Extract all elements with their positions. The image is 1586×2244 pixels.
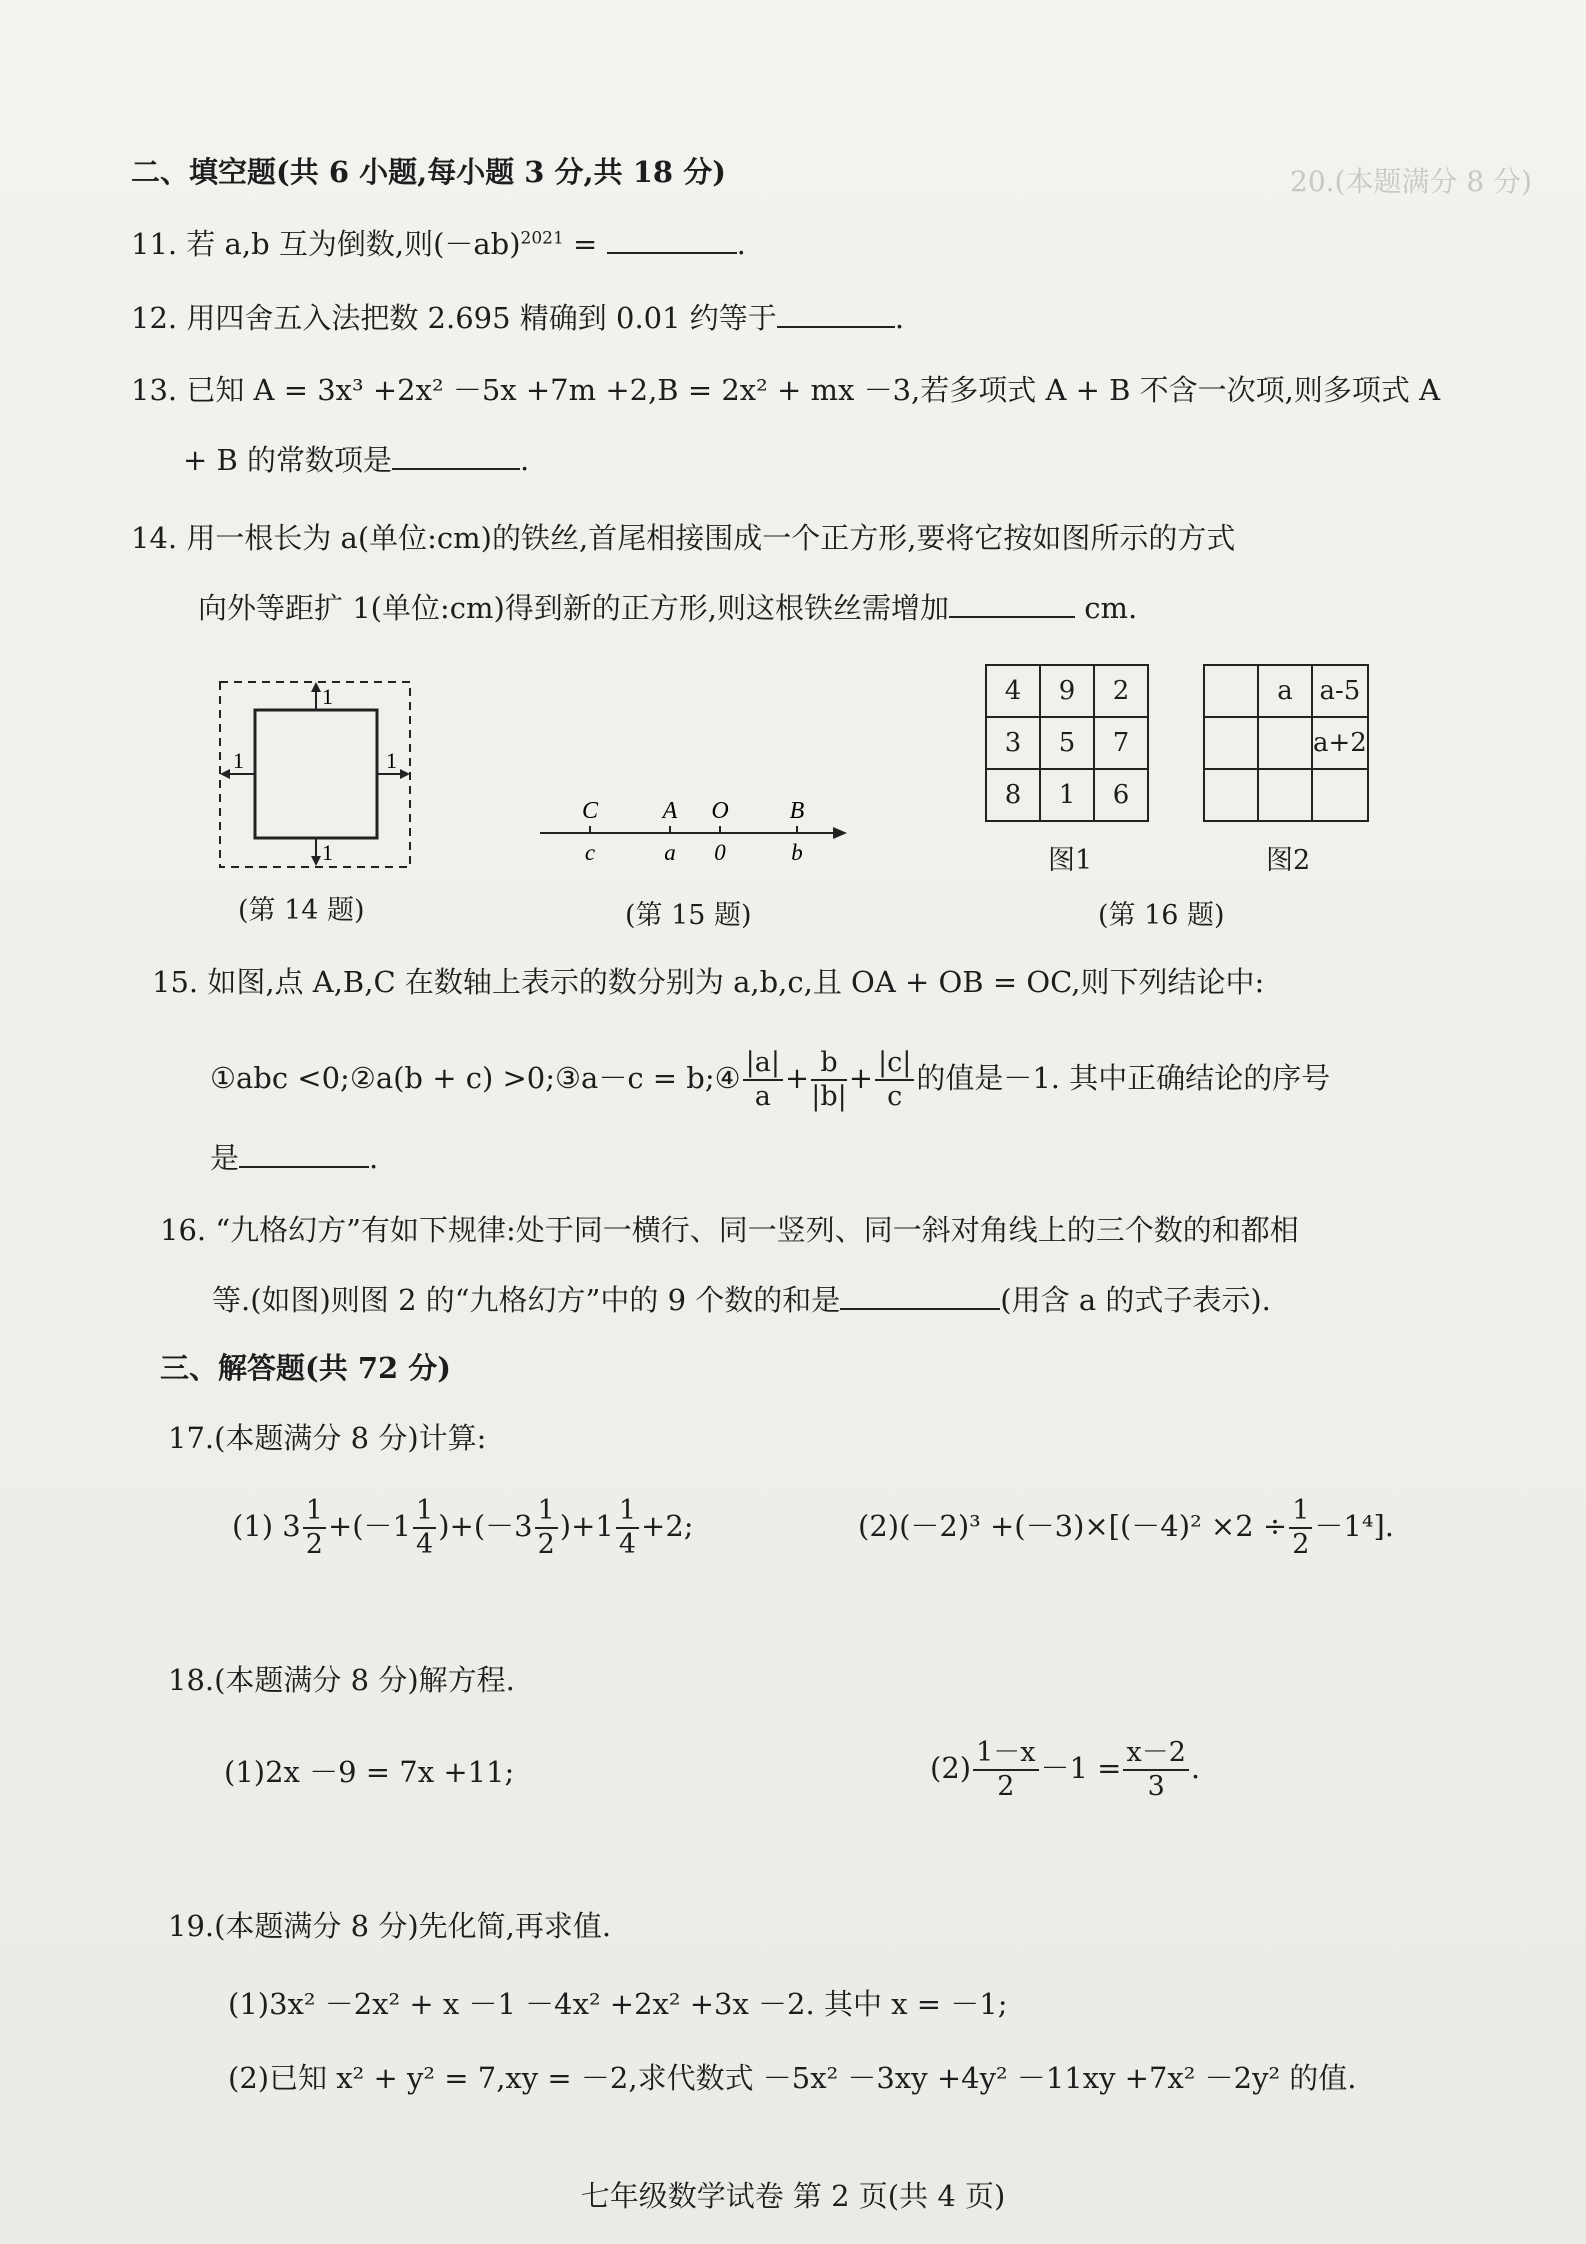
grid-cell: 2 xyxy=(1094,665,1148,717)
grid-cell: 4 xyxy=(986,665,1040,717)
point-value-A: a xyxy=(664,840,676,865)
grid-cell xyxy=(1204,769,1258,821)
question-14-line2: 向外等距扩 1(单位:cm)得到新的正方形,则这根铁丝需增加 cm. xyxy=(198,588,1137,628)
point-label-A: A xyxy=(662,798,678,824)
figure-14-square-diagram xyxy=(200,670,440,880)
question-11: 11. 若 a,b 互为倒数,则$(-ab)^{2021}$ = . xyxy=(131,224,746,264)
answer-blank-15[interactable] xyxy=(239,1138,369,1168)
caption-15: (第 15 题) xyxy=(625,900,752,931)
question-19-title: 19.(本题满分 8 分)先化简,再求值. xyxy=(168,1909,612,1943)
point-value-C: c xyxy=(584,840,596,865)
answer-blank-11[interactable] xyxy=(607,224,737,254)
fraction-b-over-abs-b: $\frac{b}{|b|}$ xyxy=(811,1047,847,1112)
grid-cell xyxy=(1204,717,1258,769)
inner-square xyxy=(255,710,377,838)
grid-cell: 8 xyxy=(986,769,1040,821)
fraction-abs-c-over-c: $\frac{|c|}{c}$ xyxy=(875,1047,914,1113)
grid-cell: 7 xyxy=(1094,717,1148,769)
point-value-O: 0 xyxy=(714,840,726,865)
label-left: 1 xyxy=(233,748,244,773)
question-15-line3: 是 . xyxy=(210,1138,378,1178)
question-17-title: 17.(本题满分 8 分)计算: xyxy=(168,1421,487,1455)
grid-row xyxy=(1204,769,1368,821)
magic-square-figure-2 xyxy=(1203,664,1369,822)
grid-cell xyxy=(1204,665,1258,717)
grid2-label: 图2 xyxy=(1266,845,1311,876)
question-18-part1: (1)2x －9 = 7x +11; xyxy=(224,1755,515,1789)
grid-row xyxy=(1204,717,1368,769)
grid-cell: 6 xyxy=(1094,769,1148,821)
question-16-line2: 等.(如图)则图 2 的“九格幻方”中的 9 个数的和是 (用含 a 的式子表示). xyxy=(212,1280,1271,1320)
question-17-part2: (2)(－2)³ +(－3)×[(－4)² ×2 ÷ $\frac{1}{2}$ －1⁴]. xyxy=(858,1495,1394,1560)
caption-14: (第 14 题) xyxy=(238,895,365,926)
magic-square-figure-1 xyxy=(985,664,1149,822)
label-right: 1 xyxy=(386,748,397,773)
grid-cell: 1 xyxy=(1040,769,1094,821)
question-13-line2: + B 的常数项是 . xyxy=(183,440,529,480)
grid1-label: 图1 xyxy=(1048,845,1093,876)
grid-cell: 5 xyxy=(1040,717,1094,769)
grid-row xyxy=(986,717,1148,769)
grid-row xyxy=(986,769,1148,821)
question-18-part2: (2) $\frac{1-x}{2}$ －1 = $\frac{x-2}{3}$ . xyxy=(930,1737,1201,1802)
question-13-line1: 13. 已知 A = 3x³ +2x² －5x +7m +2,B = 2x² + mx －3,若多项式 A + B 不含一次项,则多项式 A xyxy=(131,373,1441,407)
answer-blank-12[interactable] xyxy=(777,298,895,328)
answer-blank-14[interactable] xyxy=(949,588,1075,618)
grid-row xyxy=(1204,665,1368,717)
point-label-O: O xyxy=(711,798,729,824)
answer-blank-16[interactable] xyxy=(840,1280,1000,1310)
axis-arrow xyxy=(833,827,847,839)
point-value-B: b xyxy=(791,840,803,865)
fraction-abs-a-over-a: $\frac{|a|}{a}$ xyxy=(743,1047,783,1113)
question-19-part2: (2)已知 x² + y² = 7,xy = －2,求代数式 －5x² －3xy +4y² －11xy +7x² －2y² 的值. xyxy=(228,2061,1357,2095)
label-top: 1 xyxy=(322,684,333,709)
question-15-line1: 15. 如图,点 A,B,C 在数轴上表示的数分别为 a,b,c,且 OA + OB = OC,则下列结论中: xyxy=(152,965,1265,999)
question-19-part1: (1)3x² －2x² + x －1 －4x² +2x² +3x －2. 其中 x = －1; xyxy=(228,1987,1008,2021)
grid-cell: a xyxy=(1258,665,1312,717)
label-bottom: 1 xyxy=(322,840,333,865)
question-12: 12. 用四舍五入法把数 2.695 精确到 0.01 约等于 . xyxy=(131,298,904,338)
question-17-part1: (1) 3 $\frac{1}{2}$ +(－1 $\frac{1}{4}$ )+(－3 $\frac{1}{2}$ )+1 $\frac{1}{4}$ +2; xyxy=(232,1495,694,1560)
section-solutions-heading: 三、解答题(共 72 分) xyxy=(160,1351,451,1385)
question-15-line2: ①abc <0;②a(b + c) >0;③a－c = b;④ $\frac{|a|}{a}$ + $\frac{b}{|b|}$ + $\frac{|c|}{c}$ 的值是－1. 其中正确结论的序号 xyxy=(210,1047,1331,1112)
grid-cell: 9 xyxy=(1040,665,1094,717)
figure-15-number-line xyxy=(535,790,855,870)
bleed-through-text: 20.(本题满分 8 分) xyxy=(1290,165,1532,198)
question-18-title: 18.(本题满分 8 分)解方程. xyxy=(168,1663,515,1697)
answer-blank-13[interactable] xyxy=(392,440,520,470)
grid-cell: a-5 xyxy=(1312,665,1368,717)
caption-16: (第 16 题) xyxy=(1098,900,1225,931)
grid-cell: 3 xyxy=(986,717,1040,769)
point-label-B: B xyxy=(789,798,805,824)
question-14-line1: 14. 用一根长为 a(单位:cm)的铁丝,首尾相接围成一个正方形,要将它按如图所示的方式 xyxy=(131,521,1236,555)
point-label-C: C xyxy=(581,798,599,824)
question-16-line1: 16. “九格幻方”有如下规律:处于同一横行、同一竖列、同一斜对角线上的三个数的和都相 xyxy=(160,1213,1299,1247)
grid-cell xyxy=(1258,769,1312,821)
grid-cell xyxy=(1258,717,1312,769)
section-fill-in-heading: 二、填空题(共 6 小题,每小题 3 分,共 18 分) xyxy=(131,155,726,189)
page-footer: 七年级数学试卷 第 2 页(共 4 页) xyxy=(580,2179,1006,2213)
grid-cell: a+2 xyxy=(1312,717,1368,769)
grid-row xyxy=(986,665,1148,717)
grid-cell xyxy=(1312,769,1368,821)
